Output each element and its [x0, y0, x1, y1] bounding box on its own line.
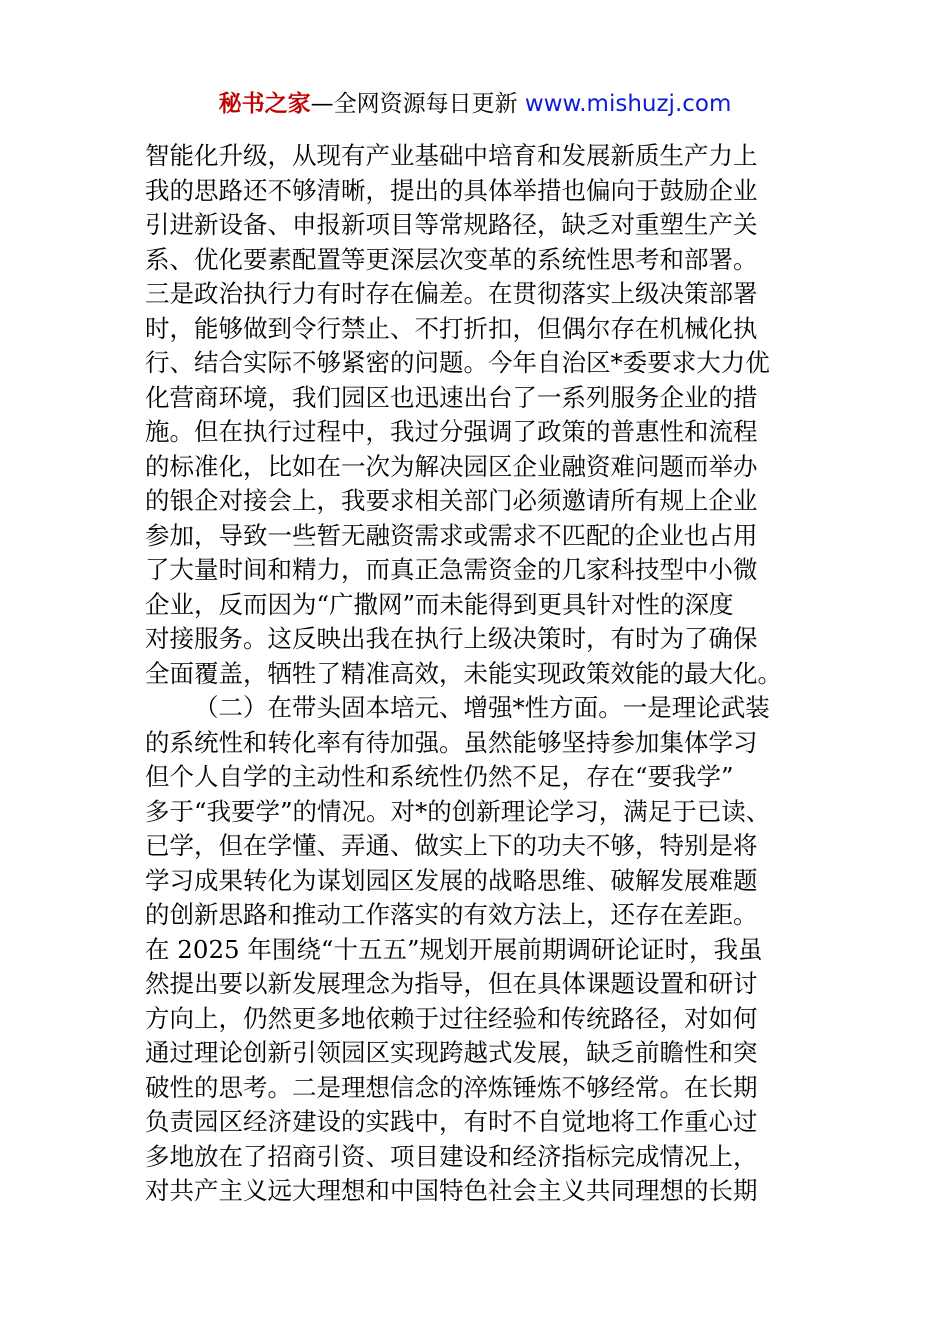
text-line: 多于“我要学”的情况。对*的创新理论学习，满足于已读、	[145, 796, 771, 826]
header-tagline: —全网资源每日更新	[310, 91, 525, 117]
text-line: 负责园区经济建设的实践中，有时不自觉地将工作重心过	[145, 1107, 758, 1136]
text-line: 了大量时间和精力，而真正急需资金的几家科技型中小微	[145, 555, 758, 584]
brand-name: 秘书之家	[218, 91, 311, 117]
section-heading-line: （二）在带头固本培元、增强*性方面。一是理论武装	[194, 693, 770, 722]
text-line: 施。但在执行过程中，我过分强调了政策的普惠性和流程	[145, 417, 758, 446]
text-line: 的创新思路和推动工作落实的有效方法上，还存在差距。	[145, 900, 758, 929]
text-line: 时，能够做到令行禁止、不打折扣，但偶尔存在机械化执	[145, 313, 758, 343]
text-line: 的标准化，比如在一次为解决园区企业融资难问题而举办	[145, 451, 758, 481]
text-line: 系、优化要素配置等更深层次变革的系统性思考和部署。	[145, 244, 758, 274]
text-line: 在 2025 年围绕“十五五”规划开展前期调研论证时，我虽	[145, 934, 763, 964]
text-line: 学习成果转化为谋划园区发展的战略思维、破解发展难题	[145, 865, 758, 895]
text-line: 参加，导致一些暂无融资需求或需求不匹配的企业也占用	[145, 520, 758, 550]
text-line: 对共产主义远大理想和中国特色社会主义共同理想的长期	[145, 1176, 758, 1205]
text-line: 行、结合实际不够紧密的问题。今年自治区*委要求大力优	[145, 348, 770, 377]
text-line: 已学，但在学懂、弄通、做实上下的功夫不够，特别是将	[145, 831, 758, 860]
text-line: 多地放在了招商引资、项目建设和经济指标完成情况上，	[145, 1141, 758, 1171]
text-line: 通过理论创新引领园区实现跨越式发展，缺乏前瞻性和突	[145, 1038, 758, 1067]
text-line: 但个人自学的主动性和系统性仍然不足，存在“要我学”	[145, 762, 734, 791]
text-line: 三是政治执行力有时存在偏差。在贯彻落实上级决策部署	[145, 279, 758, 308]
body-text	[145, 139, 825, 1209]
text-line: 的系统性和转化率有待加强。虽然能够坚持参加集体学习	[145, 727, 758, 757]
text-line: 企业，反而因为“广撒网”而未能得到更具针对性的深度	[145, 589, 734, 619]
text-line: 化营商环境，我们园区也迅速出台了一系列服务企业的措	[145, 382, 758, 412]
text-line: 破性的思考。二是理想信念的淬炼锤炼不够经常。在长期	[145, 1072, 758, 1102]
site-header	[0, 86, 950, 122]
text-line: 对接服务。这反映出我在执行上级决策时，有时为了确保	[145, 624, 758, 653]
text-line: 然提出要以新发展理念为指导，但在具体课题设置和研讨	[145, 969, 758, 998]
text-line: 我的思路还不够清晰，提出的具体举措也偏向于鼓励企业	[145, 175, 758, 205]
site-url-link[interactable]: www.mishuzj.com	[524, 91, 732, 117]
text-line: 全面覆盖，牺牲了精准高效，未能实现政策效能的最大化。	[145, 658, 782, 688]
text-line: 引进新设备、申报新项目等常规路径，缺乏对重塑生产关	[145, 210, 758, 239]
text-line: 智能化升级，从现有产业基础中培育和发展新质生产力上	[145, 141, 758, 170]
text-line: 的银企对接会上，我要求相关部门必须邀请所有规上企业	[145, 486, 758, 515]
text-line: 方向上，仍然更多地依赖于过往经验和传统路径，对如何	[145, 1003, 758, 1033]
